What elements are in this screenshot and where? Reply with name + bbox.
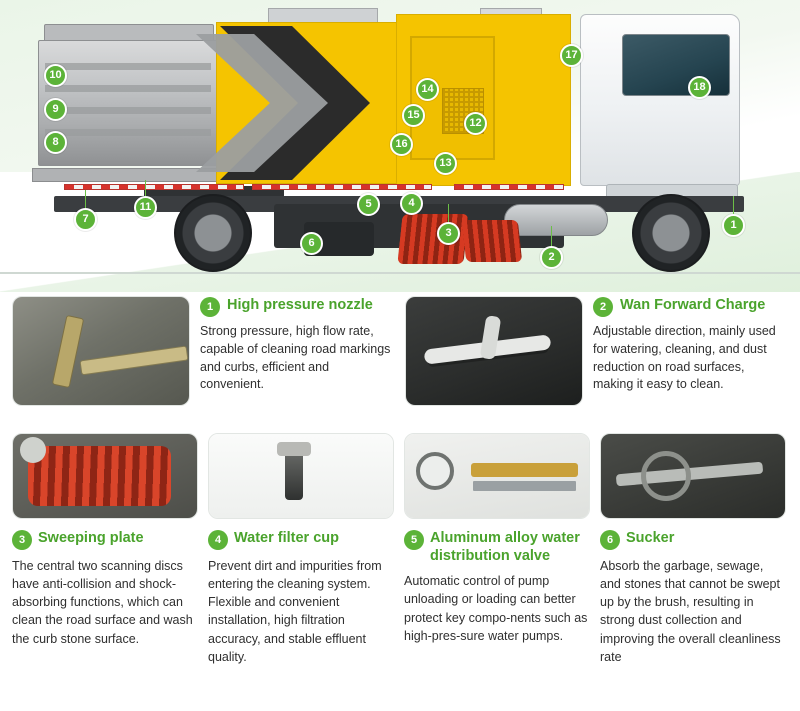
hopper-stripe [45, 85, 211, 92]
ground-line [0, 272, 800, 274]
feature-card-5 [404, 433, 590, 666]
callout-leader-line [85, 190, 86, 208]
sweeping-plate-photo [12, 433, 198, 519]
callout-leader-line [448, 204, 449, 222]
reflective-tape [454, 184, 564, 190]
card-number-2: 2 [593, 297, 613, 317]
callout-badge-18[interactable]: 18 [688, 76, 711, 99]
callout-leader-line [145, 180, 146, 196]
callout-badge-10[interactable]: 10 [44, 64, 67, 87]
callout-leader-line [733, 196, 734, 214]
callout-badge-1[interactable]: 1 [722, 214, 745, 237]
feature-card-1 [12, 296, 395, 421]
card-title-5: Aluminum alloy water distribution valve [430, 530, 580, 565]
callout-badge-8[interactable]: 8 [44, 131, 67, 154]
callout-badge-11[interactable]: 11 [134, 196, 157, 219]
hero-truck-diagram [0, 0, 800, 292]
front-wheel [632, 194, 710, 272]
windshield [622, 34, 730, 96]
card-body-5: Automatic control of pump unloading or loading can better protect key compo-nents such as high-pres-sure water pumps. [404, 574, 588, 643]
callout-badge-13[interactable]: 13 [434, 152, 457, 175]
card-number-3: 3 [12, 530, 32, 550]
distribution-valve-photo [404, 433, 590, 519]
card-number-4: 4 [208, 530, 228, 550]
callout-badge-17[interactable]: 17 [560, 44, 583, 67]
nozzle-photo [12, 296, 190, 406]
card-body-1: Strong pressure, high flow rate, capable of cleaning road markings and curbs, efficient and convenient. [200, 324, 391, 392]
feature-card-6 [600, 433, 786, 666]
feature-cards [0, 296, 800, 711]
card-body-3: The central two scanning discs have anti-collision and shock-absorbing functions, which can clean the road surface and wash the curb stone surface. [12, 559, 193, 646]
cards-row-bottom [12, 433, 788, 666]
callout-badge-14[interactable]: 14 [416, 78, 439, 101]
feature-card-3 [12, 433, 198, 666]
callout-badge-16[interactable]: 16 [390, 133, 413, 156]
card-title-1: High pressure nozzle [227, 297, 373, 313]
card-body-2: Adjustable direction, mainly used for watering, cleaning, and dust reduction on road surfaces, making it easy to clean. [593, 324, 776, 392]
reflective-tape [64, 184, 244, 190]
hopper-stripe [45, 107, 211, 114]
callout-badge-2[interactable]: 2 [540, 246, 563, 269]
callout-badge-6[interactable]: 6 [300, 232, 323, 255]
callout-badge-7[interactable]: 7 [74, 208, 97, 231]
card-body-4: Prevent dirt and impurities from entering the cleaning system. Flexible and convenient installation, high filtration accuracy, and stable effluent quality. [208, 559, 382, 664]
card-number-5: 5 [404, 530, 424, 550]
callout-badge-15[interactable]: 15 [402, 104, 425, 127]
callout-badge-3[interactable]: 3 [437, 222, 460, 245]
callout-badge-5[interactable]: 5 [357, 193, 380, 216]
callout-leader-line [551, 226, 552, 246]
forward-charge-photo [405, 296, 583, 406]
card-title-6: Sucker [626, 530, 675, 546]
water-tank [504, 204, 608, 236]
card-number-6: 6 [600, 530, 620, 550]
card-title-3: Sweeping plate [38, 530, 144, 546]
feature-card-2 [405, 296, 788, 421]
card-title-2: Wan Forward Charge [620, 297, 766, 313]
callout-badge-12[interactable]: 12 [464, 112, 487, 135]
hopper-stripe [45, 129, 211, 136]
sweeping-brush-right [462, 220, 522, 262]
feature-card-4 [208, 433, 394, 666]
card-number-1: 1 [200, 297, 220, 317]
card-body-6: Absorb the garbage, sewage, and stones that cannot be swept up by the brush, resulting in strong dust collection and improving the overall cleanliness rate [600, 559, 781, 664]
callout-badge-4[interactable]: 4 [400, 192, 423, 215]
callout-badge-9[interactable]: 9 [44, 98, 67, 121]
hopper-stripe [45, 63, 211, 70]
rear-wheel [174, 194, 252, 272]
sucker-photo [600, 433, 786, 519]
card-title-4: Water filter cup [234, 530, 340, 546]
reflective-tape [252, 184, 432, 190]
water-filter-cup-photo [208, 433, 394, 519]
cards-row-top [12, 296, 788, 421]
